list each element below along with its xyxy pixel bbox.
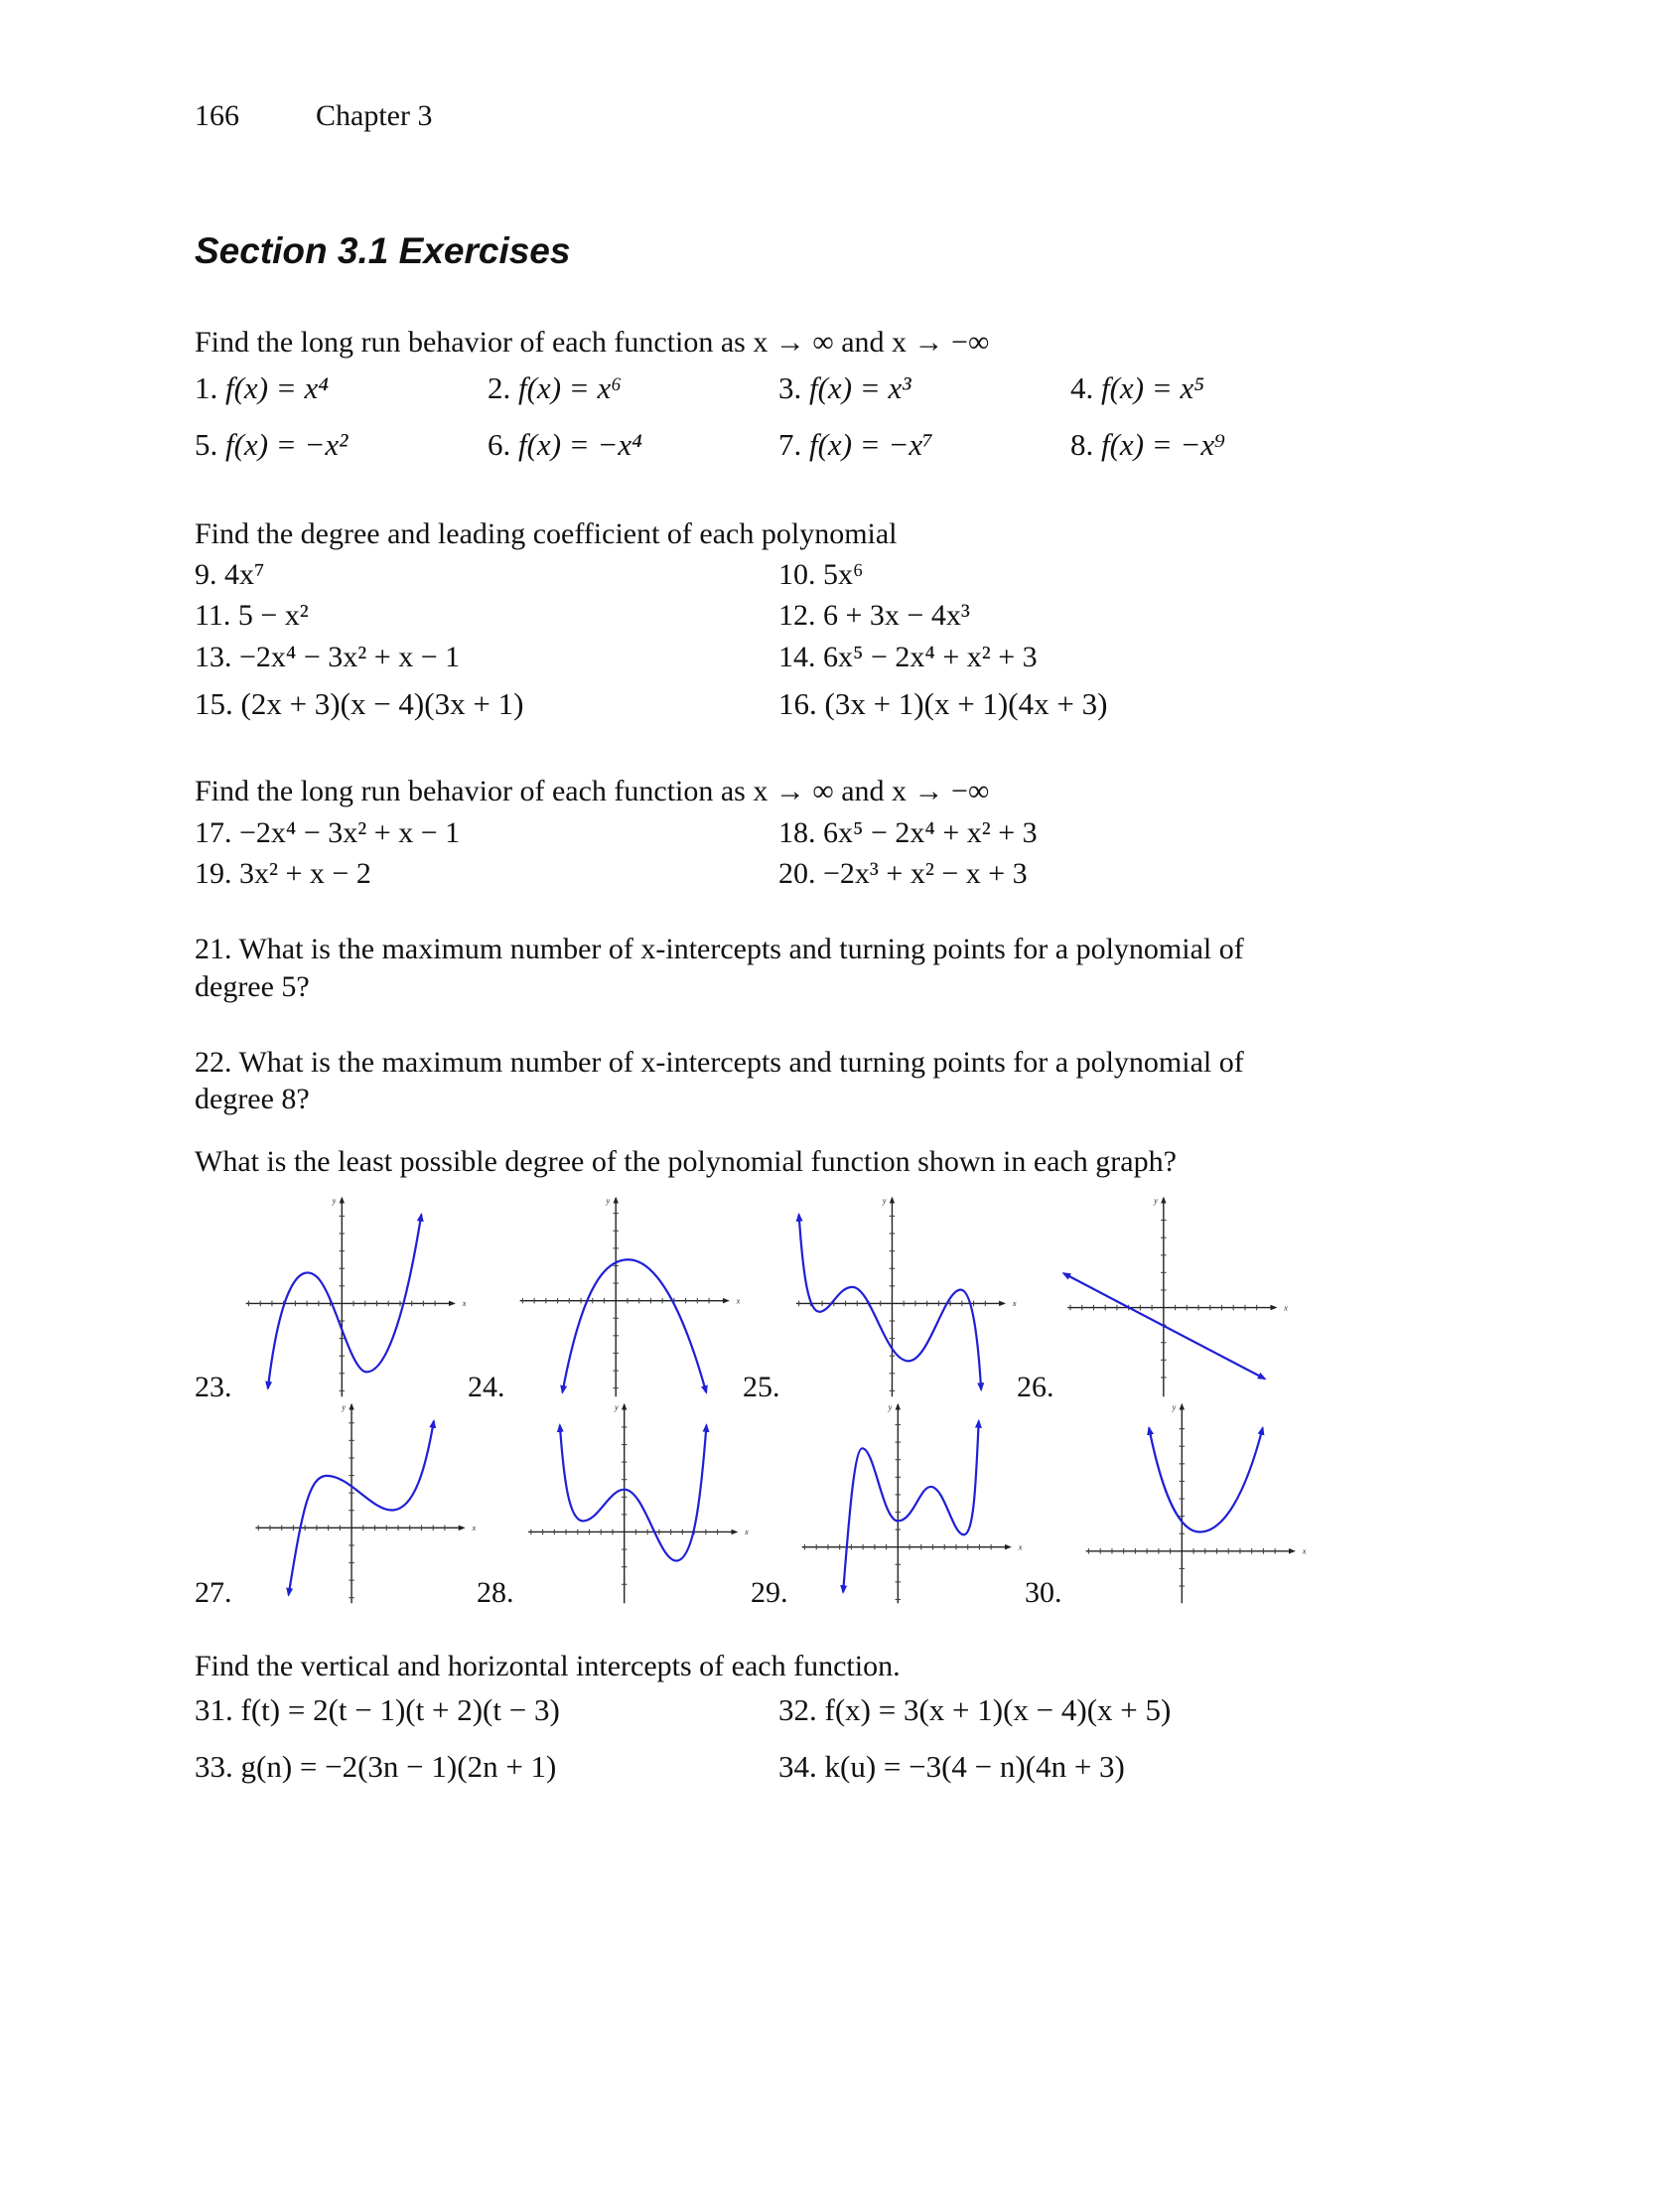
graph-29 — [796, 1400, 1030, 1606]
section-title: Section 3.1 Exercises — [195, 230, 571, 271]
polynomial-curve — [268, 1215, 422, 1388]
exercise-number: 8. — [1070, 427, 1094, 462]
instruction-degree: Find the degree and leading coefficient of each polynomial — [195, 517, 898, 550]
x-axis-label: x — [745, 1528, 749, 1537]
graph-28 — [521, 1400, 755, 1606]
exercise-number: 9. — [195, 558, 217, 591]
exercise-number: 18. — [778, 816, 816, 849]
exercise-expression: f(x) = −x⁷ — [809, 427, 933, 462]
exercise-number: 14. — [778, 641, 816, 673]
polynomial-curve — [560, 1425, 707, 1561]
x-axis-label: x — [462, 1299, 467, 1309]
exercise-expression: f(x) = −x² — [225, 427, 349, 462]
graph-label-23: 23. — [195, 1371, 232, 1403]
exercise-expression: 5 − x² — [237, 599, 309, 632]
y-axis-label: y — [1154, 1196, 1158, 1206]
instruction-graphs: What is the least possible degree of the polynomial function shown in each graph? — [195, 1145, 1177, 1178]
y-axis-label: y — [1172, 1402, 1177, 1412]
page-number: 166 — [195, 99, 239, 132]
exercise-8 — [1070, 428, 1225, 462]
exercise-17 — [195, 816, 460, 850]
y-axis-label: y — [882, 1196, 887, 1206]
exercise-32 — [778, 1693, 1171, 1727]
graph-label-28: 28. — [477, 1576, 514, 1609]
polynomial-curve — [1063, 1273, 1265, 1379]
exercise-number: 4. — [1070, 370, 1094, 405]
exercise-number: 17. — [195, 816, 232, 849]
exercise-expression: f(x) = x⁶ — [518, 370, 622, 405]
chapter-label: Chapter 3 — [316, 99, 433, 132]
x-axis-label: x — [1018, 1542, 1023, 1552]
exercise-number: 31. — [195, 1692, 233, 1727]
exercise-expression: f(t) = 2(t − 1)(t + 2)(t − 3) — [240, 1692, 560, 1727]
y-axis-label: y — [342, 1402, 347, 1412]
exercise-10 — [778, 558, 863, 592]
graph-23 — [240, 1194, 474, 1399]
graph-label-29: 29. — [751, 1576, 788, 1609]
exercise-expression: f(x) = x⁵ — [1101, 370, 1204, 405]
exercise-22-line2: degree 8? — [195, 1083, 310, 1115]
exercise-expression: k(u) = −3(4 − n)(4n + 3) — [824, 1749, 1125, 1784]
exercise-expression: 3x² + x − 2 — [239, 857, 371, 890]
polynomial-curve — [289, 1421, 434, 1595]
exercise-number: 6. — [488, 427, 511, 462]
exercise-18 — [778, 816, 1038, 850]
exercise-4 — [1070, 371, 1204, 405]
exercise-11 — [195, 599, 309, 633]
exercise-number: 20. — [778, 857, 816, 890]
polynomial-curve — [799, 1215, 982, 1390]
exercise-expression: 6x⁵ − 2x⁴ + x² + 3 — [823, 641, 1038, 673]
polynomial-curve — [843, 1421, 979, 1593]
x-axis-label: x — [736, 1296, 741, 1306]
instruction-long-run-1: Find the long run behavior of each function as x → ∞ and x → −∞ — [195, 326, 990, 359]
graph-label-24: 24. — [468, 1371, 505, 1403]
exercise-number: 12. — [778, 599, 816, 632]
exercise-number: 5. — [195, 427, 218, 462]
exercise-expression: f(x) = 3(x + 1)(x − 4)(x + 5) — [824, 1692, 1172, 1727]
x-axis-label: x — [1284, 1303, 1288, 1313]
exercise-22-line1: 22. What is the maximum number of x-intercepts and turning points for a polynomial of — [195, 1046, 1244, 1079]
exercise-number: 3. — [778, 370, 802, 405]
x-axis-label: x — [1302, 1546, 1307, 1556]
exercise-16 — [778, 687, 1107, 721]
exercise-6 — [488, 428, 642, 462]
exercise-20 — [778, 857, 1028, 891]
exercise-number: 32. — [778, 1692, 817, 1727]
exercise-expression: (2x + 3)(x − 4)(3x + 1) — [240, 686, 524, 721]
exercise-3 — [778, 371, 911, 405]
graph-24 — [507, 1194, 741, 1399]
exercise-9 — [195, 558, 264, 592]
instruction-intercepts: Find the vertical and horizontal intercepts of each function. — [195, 1650, 901, 1682]
exercise-expression: (3x + 1)(x + 1)(4x + 3) — [824, 686, 1108, 721]
exercise-number: 34. — [778, 1749, 817, 1784]
exercise-expression: 6x⁵ − 2x⁴ + x² + 3 — [823, 816, 1038, 849]
exercise-expression: −2x⁴ − 3x² + x − 1 — [239, 641, 461, 673]
exercise-19 — [195, 857, 371, 891]
exercise-2 — [488, 371, 622, 405]
exercise-number: 33. — [195, 1749, 233, 1784]
exercise-number: 2. — [488, 370, 511, 405]
exercise-expression: −2x⁴ − 3x² + x − 1 — [239, 816, 461, 849]
exercise-13 — [195, 641, 460, 674]
exercise-33 — [195, 1750, 556, 1784]
exercise-31 — [195, 1693, 560, 1727]
exercise-21-line1: 21. What is the maximum number of x-intercepts and turning points for a polynomial of — [195, 933, 1244, 965]
exercise-expression: f(x) = −x⁴ — [518, 427, 642, 462]
graph-26 — [1056, 1194, 1290, 1399]
exercise-34 — [778, 1750, 1125, 1784]
exercise-number: 19. — [195, 857, 232, 890]
exercise-number: 15. — [195, 686, 233, 721]
exercise-expression: g(n) = −2(3n − 1)(2n + 1) — [240, 1749, 557, 1784]
exercise-number: 13. — [195, 641, 232, 673]
exercise-number: 7. — [778, 427, 802, 462]
y-axis-label: y — [332, 1196, 337, 1206]
graph-27 — [247, 1400, 481, 1606]
exercise-expression: −2x³ + x² − x + 3 — [823, 857, 1028, 890]
x-axis-label: x — [472, 1524, 477, 1533]
exercise-expression: f(x) = x⁴ — [225, 370, 329, 405]
graph-25 — [786, 1194, 1020, 1399]
y-axis-label: y — [615, 1402, 619, 1412]
exercise-15 — [195, 687, 523, 721]
exercise-expression: 5x⁶ — [823, 558, 864, 591]
exercise-14 — [778, 641, 1038, 674]
exercise-number: 1. — [195, 370, 218, 405]
y-axis-label: y — [888, 1402, 893, 1412]
graph-label-25: 25. — [743, 1371, 780, 1403]
exercise-21-line2: degree 5? — [195, 970, 310, 1003]
exercise-number: 10. — [778, 558, 816, 591]
polynomial-curve — [562, 1259, 706, 1392]
x-axis-label: x — [1012, 1299, 1017, 1309]
exercise-expression: f(x) = −x⁹ — [1101, 427, 1225, 462]
graph-30 — [1080, 1400, 1314, 1606]
exercise-expression: 6 + 3x − 4x³ — [823, 599, 970, 632]
exercise-number: 16. — [778, 686, 817, 721]
exercise-number: 11. — [195, 599, 231, 632]
exercise-12 — [778, 599, 970, 633]
instruction-long-run-2: Find the long run behavior of each function as x → ∞ and x → −∞ — [195, 775, 990, 807]
graph-label-30: 30. — [1025, 1576, 1062, 1609]
polynomial-curve — [1149, 1428, 1263, 1532]
exercise-1 — [195, 371, 329, 405]
exercise-expression: 4x⁷ — [224, 558, 265, 591]
exercise-expression: f(x) = x³ — [809, 370, 911, 405]
exercise-7 — [778, 428, 933, 462]
y-axis-label: y — [606, 1196, 611, 1206]
exercise-5 — [195, 428, 348, 462]
graph-label-26: 26. — [1017, 1371, 1054, 1403]
graph-label-27: 27. — [195, 1576, 232, 1609]
